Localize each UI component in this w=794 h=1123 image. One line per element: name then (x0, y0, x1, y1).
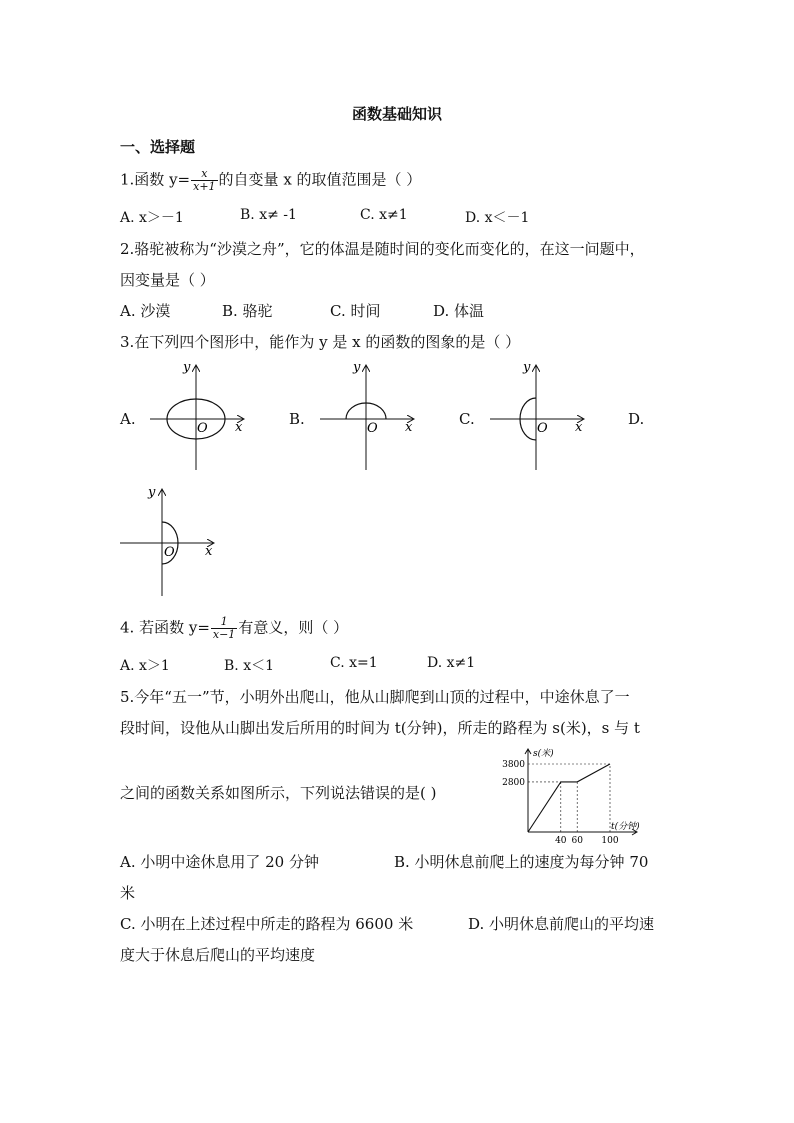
q1-frac-num: x (191, 168, 217, 181)
x-tick-40: 40 (555, 836, 567, 844)
q1-frac-den: x+1 (193, 180, 216, 193)
q4-option-b: B. x＜1 (224, 658, 274, 674)
q3-label-a: A. (120, 410, 136, 428)
axis-x-label: x (575, 420, 583, 435)
q5-option-d-line2: 度大于休息后爬山的平均速度 (120, 946, 316, 964)
q1-option-b: B. x≠ -1 (240, 207, 297, 223)
q4-prefix: 4. 若函数 y= (120, 618, 210, 637)
q1-prefix: 1.函数 y= (120, 170, 191, 189)
q1-suffix: 的自变量 x 的取值范围是（ ） (218, 170, 422, 189)
q3-label-d: D. (628, 410, 645, 428)
q5-line-3: 之间的函数关系如图所示，下列说法错误的是( ) (120, 784, 437, 802)
graph-a-ellipse (145, 356, 255, 474)
q2-option-d: D. 体温 (433, 302, 485, 320)
q4-suffix: 有意义，则（ ） (238, 618, 349, 637)
graph-b-upper-semicircle (315, 356, 425, 474)
q4-frac-den: x−1 (212, 628, 236, 641)
x-tick-60: 60 (571, 836, 583, 844)
q5-line-1: 5.今年“五一”节，小明外出爬山，他从山脚爬到山顶的过程中，中途休息了一 (120, 688, 630, 706)
distance-time-chart (500, 744, 650, 844)
q4-frac-num: 1 (211, 616, 237, 629)
q4-option-a: A. x＞1 (120, 658, 170, 674)
y-axis-label: s(米) (533, 749, 554, 759)
question-1 (120, 168, 421, 193)
axis-x-label: x (235, 420, 243, 435)
q3-label-b: B. (289, 410, 305, 428)
q5-option-b-line1: B. 小明休息前爬上的速度为每分钟 70 (394, 853, 649, 871)
x-axis-label: t(分钟) (611, 822, 640, 832)
q5-option-d-line1: D. 小明休息前爬山的平均速 (468, 915, 655, 933)
axis-x-label: x (205, 544, 213, 559)
axis-y-label: y (148, 485, 156, 500)
q5-option-c: C. 小明在上述过程中所走的路程为 6600 米 (120, 915, 414, 933)
q3-text: 3.在下列四个图形中，能作为 y 是 x 的函数的图象的是（ ） (120, 333, 521, 351)
origin-label: O (367, 421, 378, 436)
graph-d-right-semicircle (115, 482, 225, 600)
q2-option-c: C. 时间 (330, 302, 381, 320)
axis-y-label: y (523, 360, 531, 375)
q4-option-c: C. x=1 (330, 655, 378, 671)
series-line (528, 764, 610, 832)
q2-line-2: 因变量是（ ） (120, 271, 215, 289)
origin-label: O (197, 421, 208, 436)
y-tick-3800: 3800 (502, 760, 525, 770)
q2-option-a: A. 沙漠 (120, 302, 171, 320)
q5-option-b-line2: 米 (120, 884, 136, 902)
q5-line-2: 段时间，设他从山脚出发后所用的时间为 t(分钟)，所走的路程为 s(米)，s 与 t (120, 719, 640, 737)
origin-label: O (537, 421, 548, 436)
question-4 (120, 616, 348, 641)
y-tick-2800: 2800 (502, 777, 525, 788)
q1-fraction (191, 168, 217, 193)
axis-y-label: y (183, 360, 191, 375)
q2-line-1: 2.骆驼被称为“沙漠之舟”，它的体温是随时间的变化而变化的，在这一问题中， (120, 240, 645, 258)
q3-label-c: C. (459, 410, 475, 428)
q1-option-a: A. x＞－1 (120, 210, 184, 226)
q4-fraction (211, 616, 237, 641)
q4-option-d: D. x≠1 (427, 655, 476, 671)
origin-label: O (164, 545, 175, 560)
q1-option-d: D. x＜－1 (465, 210, 530, 226)
q1-option-c: C. x≠1 (360, 207, 408, 223)
q2-option-b: B. 骆驼 (222, 302, 273, 320)
graph-c-left-semicircle (485, 356, 595, 474)
axis-y-label: y (353, 360, 361, 375)
q5-option-a: A. 小明中途休息用了 20 分钟 (120, 853, 319, 871)
section-heading: 一、选择题 (120, 138, 196, 156)
x-tick-100: 100 (601, 836, 619, 844)
axis-x-label: x (405, 420, 413, 435)
page-title: 函数基础知识 (351, 105, 442, 123)
